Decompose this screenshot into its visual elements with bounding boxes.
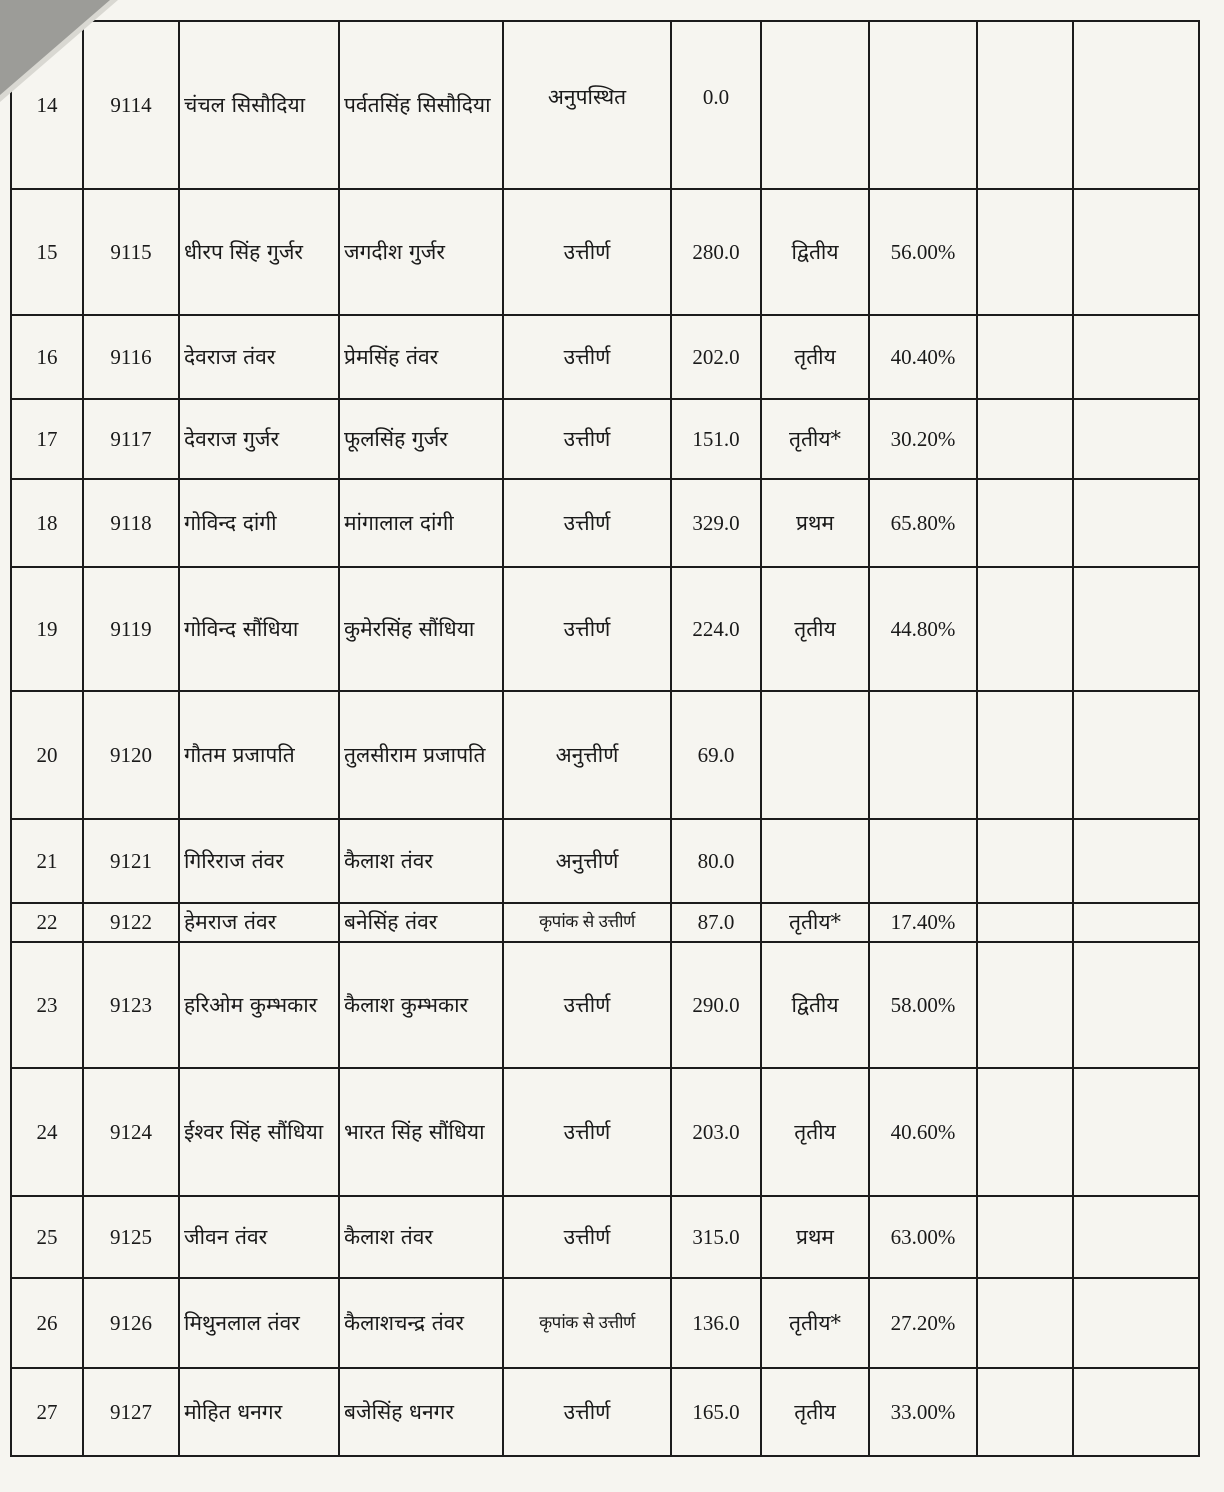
- result-status-cell: [503, 1278, 671, 1368]
- serial-number-cell: [11, 479, 83, 567]
- result-status-text: उत्तीर्ण: [563, 426, 611, 451]
- percentage-text: 44.80%: [890, 616, 956, 641]
- blank-cell: [1073, 567, 1199, 691]
- result-status-cell: [503, 567, 671, 691]
- serial-number-text: 21: [36, 848, 58, 873]
- serial-number-cell: [11, 1368, 83, 1456]
- father-name-text: कैलाशचन्द्र तंवर: [344, 1310, 464, 1335]
- blank-cell: [1073, 315, 1199, 399]
- table-row: [11, 315, 1199, 399]
- result-status-text: उत्तीर्ण: [563, 1399, 611, 1424]
- marks-cell: [671, 189, 761, 315]
- percentage-cell: [869, 315, 977, 399]
- percentage-cell: [869, 1278, 977, 1368]
- result-status-text: उत्तीर्ण: [563, 239, 611, 264]
- blank-cell: [1073, 903, 1199, 942]
- percentage-text: 40.40%: [890, 344, 956, 369]
- roll-number-text: 9127: [110, 1399, 152, 1424]
- father-name-cell: [339, 189, 503, 315]
- marks-cell: [671, 1368, 761, 1456]
- father-name-text: तुलसीराम प्रजापति: [344, 742, 486, 767]
- roll-number-cell: [83, 691, 179, 819]
- table-row: [11, 399, 1199, 479]
- percentage-text: 40.60%: [890, 1119, 956, 1144]
- division-cell: [761, 942, 869, 1068]
- student-name-cell: [179, 315, 339, 399]
- blank-cell: [977, 942, 1073, 1068]
- father-name-text: कैलाश तंवर: [344, 848, 433, 873]
- results-table: [10, 20, 1200, 1457]
- division-cell: [761, 1368, 869, 1456]
- marks-text: 315.0: [692, 1224, 740, 1249]
- blank-cell: [1073, 819, 1199, 903]
- blank-cell: [1073, 1196, 1199, 1278]
- marks-text: 290.0: [692, 992, 740, 1017]
- percentage-cell: [869, 21, 977, 189]
- marks-text: 0.0: [702, 84, 730, 109]
- serial-number-cell: [11, 567, 83, 691]
- marks-text: 165.0: [692, 1399, 740, 1424]
- table-row: [11, 479, 1199, 567]
- marks-cell: [671, 903, 761, 942]
- blank-cell: [1073, 399, 1199, 479]
- serial-number-cell: [11, 1278, 83, 1368]
- percentage-cell: [869, 1368, 977, 1456]
- student-name-cell: [179, 1368, 339, 1456]
- student-name-cell: [179, 21, 339, 189]
- blank-cell: [1073, 1278, 1199, 1368]
- division-text: तृतीय*: [788, 426, 842, 451]
- father-name-cell: [339, 399, 503, 479]
- father-name-cell: [339, 1278, 503, 1368]
- roll-number-text: 9121: [110, 848, 152, 873]
- percentage-text: 63.00%: [890, 1224, 956, 1249]
- father-name-cell: [339, 819, 503, 903]
- result-status-cell: [503, 942, 671, 1068]
- serial-number-text: 25: [36, 1224, 58, 1249]
- percentage-cell: [869, 479, 977, 567]
- serial-number-cell: [11, 691, 83, 819]
- blank-cell: [977, 399, 1073, 479]
- father-name-cell: [339, 479, 503, 567]
- father-name-text: बनेसिंह तंवर: [344, 910, 438, 934]
- result-status-cell: [503, 1068, 671, 1196]
- serial-number-text: 24: [36, 1119, 58, 1144]
- result-status-text: कृपांक से उत्तीर्ण: [539, 912, 635, 932]
- division-text: तृतीय*: [788, 910, 842, 934]
- marks-cell: [671, 1196, 761, 1278]
- result-status-text: उत्तीर्ण: [563, 1119, 611, 1144]
- roll-number-text: 9114: [110, 92, 152, 117]
- result-status-cell: [503, 1196, 671, 1278]
- percentage-cell: [869, 399, 977, 479]
- division-cell: [761, 21, 869, 189]
- serial-number-text: 23: [36, 992, 58, 1017]
- roll-number-cell: [83, 1068, 179, 1196]
- student-name-text: जीवन तंवर: [184, 1224, 268, 1249]
- division-cell: [761, 315, 869, 399]
- student-name-cell: [179, 819, 339, 903]
- result-status-cell: [503, 819, 671, 903]
- table-row: [11, 1068, 1199, 1196]
- father-name-text: भारत सिंह सौंधिया: [344, 1119, 485, 1144]
- roll-number-cell: [83, 315, 179, 399]
- percentage-cell: [869, 189, 977, 315]
- serial-number-text: 22: [36, 910, 58, 934]
- percentage-text: 30.20%: [890, 426, 956, 451]
- division-text: प्रथम: [796, 1224, 834, 1249]
- marks-text: 203.0: [692, 1119, 740, 1144]
- student-name-cell: [179, 567, 339, 691]
- blank-cell: [977, 691, 1073, 819]
- blank-cell: [1073, 1068, 1199, 1196]
- percentage-cell: [869, 567, 977, 691]
- table-row: [11, 691, 1199, 819]
- division-cell: [761, 903, 869, 942]
- student-name-cell: [179, 942, 339, 1068]
- result-status-text: उत्तीर्ण: [563, 344, 611, 369]
- roll-number-cell: [83, 567, 179, 691]
- father-name-text: कुमेरसिंह सौंधिया: [344, 616, 475, 641]
- father-name-text: कैलाश कुम्भकार: [344, 992, 469, 1017]
- table-row: [11, 567, 1199, 691]
- blank-cell: [977, 903, 1073, 942]
- marks-text: 329.0: [692, 510, 740, 535]
- table-row: [11, 1278, 1199, 1368]
- blank-cell: [977, 21, 1073, 189]
- serial-number-cell: [11, 1068, 83, 1196]
- table-row: [11, 942, 1199, 1068]
- result-status-text: अनुपस्थित: [547, 84, 627, 109]
- blank-cell: [1073, 942, 1199, 1068]
- student-name-cell: [179, 1196, 339, 1278]
- father-name-text: पर्वतसिंह सिसौदिया: [344, 92, 491, 117]
- father-name-text: जगदीश गुर्जर: [344, 239, 445, 264]
- result-status-text: उत्तीर्ण: [563, 510, 611, 535]
- blank-cell: [977, 315, 1073, 399]
- father-name-text: प्रेमसिंह तंवर: [344, 344, 439, 369]
- percentage-cell: [869, 1068, 977, 1196]
- marks-cell: [671, 942, 761, 1068]
- student-name-text: मोहित धनगर: [184, 1399, 283, 1424]
- student-name-text: गिरिराज तंवर: [184, 848, 284, 873]
- marks-text: 69.0: [697, 742, 735, 767]
- student-name-cell: [179, 1278, 339, 1368]
- division-text: तृतीय: [794, 616, 836, 641]
- blank-cell: [977, 567, 1073, 691]
- roll-number-cell: [83, 942, 179, 1068]
- student-name-cell: [179, 691, 339, 819]
- division-cell: [761, 691, 869, 819]
- result-status-cell: [503, 399, 671, 479]
- marks-cell: [671, 479, 761, 567]
- roll-number-cell: [83, 479, 179, 567]
- student-name-text: हेमराज तंवर: [184, 910, 277, 934]
- student-name-text: मिथुनलाल तंवर: [184, 1310, 300, 1335]
- table-row: [11, 21, 1199, 189]
- blank-cell: [977, 819, 1073, 903]
- result-status-cell: [503, 315, 671, 399]
- blank-cell: [1073, 21, 1199, 189]
- division-cell: [761, 567, 869, 691]
- marks-cell: [671, 21, 761, 189]
- division-cell: [761, 399, 869, 479]
- table-row: [11, 903, 1199, 942]
- serial-number-text: 15: [36, 239, 58, 264]
- percentage-cell: [869, 1196, 977, 1278]
- division-text: द्वितीय: [791, 239, 839, 264]
- father-name-cell: [339, 567, 503, 691]
- result-status-cell: [503, 189, 671, 315]
- roll-number-text: 9123: [110, 992, 152, 1017]
- serial-number-cell: [11, 903, 83, 942]
- student-name-text: चंचल सिसौदिया: [184, 92, 306, 117]
- serial-number-text: 18: [36, 510, 58, 535]
- roll-number-text: 9119: [110, 616, 152, 641]
- blank-cell: [1073, 691, 1199, 819]
- student-name-cell: [179, 1068, 339, 1196]
- roll-number-cell: [83, 1278, 179, 1368]
- percentage-text: 33.00%: [890, 1399, 956, 1424]
- roll-number-text: 9124: [110, 1119, 152, 1144]
- serial-number-cell: [11, 1196, 83, 1278]
- student-name-cell: [179, 479, 339, 567]
- roll-number-text: 9126: [110, 1310, 152, 1335]
- roll-number-cell: [83, 189, 179, 315]
- student-name-text: गौतम प्रजापति: [184, 742, 295, 767]
- results-table-body: [11, 21, 1199, 1456]
- father-name-cell: [339, 1068, 503, 1196]
- division-cell: [761, 1068, 869, 1196]
- father-name-cell: [339, 942, 503, 1068]
- serial-number-text: 20: [36, 742, 58, 767]
- roll-number-text: 9122: [110, 910, 152, 934]
- marks-text: 136.0: [692, 1310, 740, 1335]
- table-row: [11, 1196, 1199, 1278]
- blank-cell: [1073, 189, 1199, 315]
- table-row: [11, 189, 1199, 315]
- percentage-cell: [869, 819, 977, 903]
- roll-number-text: 9116: [110, 344, 152, 369]
- result-status-cell: [503, 691, 671, 819]
- result-status-cell: [503, 903, 671, 942]
- marks-text: 80.0: [697, 848, 735, 873]
- roll-number-text: 9120: [110, 742, 152, 767]
- percentage-cell: [869, 942, 977, 1068]
- result-status-text: उत्तीर्ण: [563, 992, 611, 1017]
- serial-number-cell: [11, 819, 83, 903]
- roll-number-cell: [83, 1368, 179, 1456]
- serial-number-text: 27: [36, 1399, 58, 1424]
- division-cell: [761, 189, 869, 315]
- student-name-cell: [179, 189, 339, 315]
- division-cell: [761, 479, 869, 567]
- student-name-text: हरिओम कुम्भकार: [184, 992, 318, 1017]
- roll-number-text: 9115: [110, 239, 152, 264]
- serial-number-cell: [11, 399, 83, 479]
- serial-number-text: 17: [36, 426, 58, 451]
- student-name-cell: [179, 903, 339, 942]
- marks-cell: [671, 1278, 761, 1368]
- division-text: प्रथम: [796, 510, 834, 535]
- roll-number-cell: [83, 1196, 179, 1278]
- division-text: तृतीय: [794, 1399, 836, 1424]
- serial-number-text: 16: [36, 344, 58, 369]
- division-text: द्वितीय: [791, 992, 839, 1017]
- student-name-text: देवराज तंवर: [184, 344, 276, 369]
- father-name-cell: [339, 691, 503, 819]
- student-name-cell: [179, 399, 339, 479]
- table-row: [11, 1368, 1199, 1456]
- roll-number-text: 9125: [110, 1224, 152, 1249]
- blank-cell: [977, 1368, 1073, 1456]
- father-name-text: मांगालाल दांगी: [344, 510, 454, 535]
- father-name-text: फूलसिंह गुर्जर: [344, 426, 448, 451]
- marks-text: 87.0: [697, 910, 735, 934]
- blank-cell: [977, 1196, 1073, 1278]
- result-status-text: कृपांक से उत्तीर्ण: [539, 1312, 635, 1333]
- student-name-text: धीरप सिंह गुर्जर: [184, 239, 304, 264]
- percentage-text: 65.80%: [890, 510, 956, 535]
- division-text: तृतीय: [794, 344, 836, 369]
- blank-cell: [977, 1278, 1073, 1368]
- marks-cell: [671, 315, 761, 399]
- serial-number-text: 14: [36, 92, 58, 117]
- result-status-text: अनुत्तीर्ण: [555, 742, 619, 767]
- father-name-text: कैलाश तंवर: [344, 1224, 433, 1249]
- marks-cell: [671, 399, 761, 479]
- division-text: तृतीय: [794, 1119, 836, 1144]
- father-name-cell: [339, 315, 503, 399]
- result-status-text: अनुत्तीर्ण: [555, 848, 619, 873]
- serial-number-cell: [11, 189, 83, 315]
- father-name-cell: [339, 1368, 503, 1456]
- father-name-cell: [339, 1196, 503, 1278]
- division-cell: [761, 819, 869, 903]
- result-status-cell: [503, 479, 671, 567]
- result-status-cell: [503, 21, 671, 189]
- serial-number-cell: [11, 315, 83, 399]
- percentage-cell: [869, 691, 977, 819]
- result-status-cell: [503, 1368, 671, 1456]
- marks-text: 224.0: [692, 616, 740, 641]
- marks-text: 202.0: [692, 344, 740, 369]
- student-name-text: देवराज गुर्जर: [184, 426, 280, 451]
- division-text: तृतीय*: [788, 1310, 842, 1335]
- percentage-text: 27.20%: [890, 1310, 956, 1335]
- student-name-text: ईश्वर सिंह सौंधिया: [184, 1119, 324, 1144]
- student-name-text: गोविन्द सौंधिया: [184, 616, 299, 641]
- father-name-text: बजेसिंह धनगर: [344, 1399, 455, 1424]
- blank-cell: [1073, 479, 1199, 567]
- marks-cell: [671, 567, 761, 691]
- marks-cell: [671, 1068, 761, 1196]
- marks-cell: [671, 819, 761, 903]
- percentage-cell: [869, 903, 977, 942]
- table-row: [11, 819, 1199, 903]
- student-name-text: गोविन्द दांगी: [184, 510, 277, 535]
- blank-cell: [977, 1068, 1073, 1196]
- father-name-cell: [339, 903, 503, 942]
- blank-cell: [977, 189, 1073, 315]
- percentage-text: 58.00%: [890, 992, 956, 1017]
- serial-number-cell: [11, 942, 83, 1068]
- division-cell: [761, 1196, 869, 1278]
- roll-number-text: 9117: [110, 426, 152, 451]
- father-name-cell: [339, 21, 503, 189]
- folded-corner: [0, 0, 110, 95]
- percentage-text: 17.40%: [890, 910, 956, 934]
- roll-number-text: 9118: [110, 510, 152, 535]
- blank-cell: [977, 479, 1073, 567]
- roll-number-cell: [83, 819, 179, 903]
- result-status-text: उत्तीर्ण: [563, 616, 611, 641]
- serial-number-text: 19: [36, 616, 58, 641]
- marks-cell: [671, 691, 761, 819]
- blank-cell: [1073, 1368, 1199, 1456]
- percentage-text: 56.00%: [890, 239, 956, 264]
- result-status-text: उत्तीर्ण: [563, 1224, 611, 1249]
- division-cell: [761, 1278, 869, 1368]
- serial-number-text: 26: [36, 1310, 58, 1335]
- roll-number-cell: [83, 399, 179, 479]
- marks-text: 280.0: [692, 239, 740, 264]
- marks-text: 151.0: [692, 426, 740, 451]
- roll-number-cell: [83, 903, 179, 942]
